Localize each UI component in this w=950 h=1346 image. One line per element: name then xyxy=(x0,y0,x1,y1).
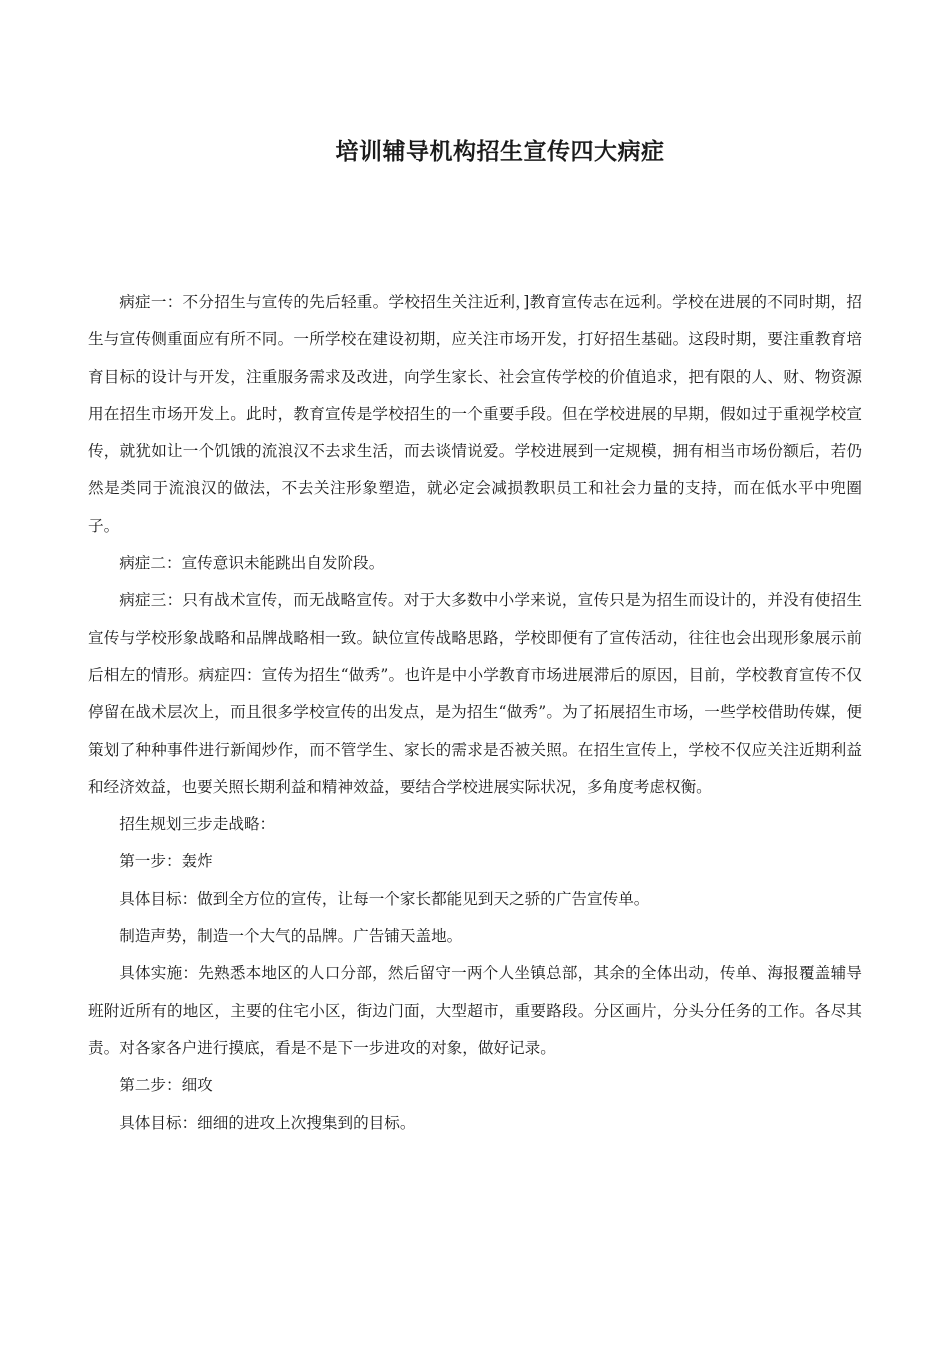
paragraph-step-1-goal: 具体目标：做到全方位的宣传，让每一个家长都能见到天之骄的广告宣传单。 xyxy=(119,889,650,908)
paragraph-step-1: 第一步：轰炸 xyxy=(119,852,213,871)
paragraph-step-1-implementation: 具体实施：先熟悉本地区的人口分部，然后留守一两个人坐镇总部，其余的全体出动，传单、海报覆盖辅导班附近所有的地区，主要的住宅小区，街边门面，大型超市，重要路段。分区画片，分头分任务的工作。各尽其责。对各家各户进行摸底，看是不是下一步进攻的对象，做好记录。 xyxy=(88,964,862,1057)
paragraph-symptom-2: 病症二：宣传意识未能跳出自发阶段。 xyxy=(119,554,385,573)
paragraph-step-2-goal: 具体目标：细细的进攻上次搜集到的目标。 xyxy=(119,1113,416,1132)
document-body xyxy=(88,284,862,1142)
paragraph-step-1-momentum: 制造声势，制造一个大气的品牌。广告铺天盖地。 xyxy=(119,927,463,946)
document-title: 培训辅导机构招生宣传四大病症 xyxy=(335,139,665,165)
paragraph-symptom-3-4: 病症三：只有战术宣传，而无战略宣传。对于大多数中小学来说，宣传只是为招生而设计的，并没有使招生宣传与学校形象战略和品牌战略相一致。缺位宣传战略思路，学校即便有了宣传活动，往往也会出现形象展示前后相左的情形。病症四：宣传为招生“做秀”。也许是中小学教育市场进展滞后的原因，目前，学校教育宣传不仅停留在战术层次上，而且很多学校宣传的出发点，是为招生“做秀”。为了拓展招生市场，一些学校借助传媒，便策划了种种事件进行新闻炒作，而不管学生、家长的需求是否被关照。在招生宣传上，学校不仅应关注近期利益和经济效益，也要关照长期利益和精神效益，要结合学校进展实际状况，多角度考虑权衡。 xyxy=(88,591,862,796)
paragraph-step-2: 第二步：细攻 xyxy=(119,1076,213,1095)
paragraph-symptom-1: 病症一：不分招生与宣传的先后轻重。学校招生关注近利，]教育宣传志在远利。学校在进展的不同时期，招生与宣传侧重面应有所不同。一所学校在建设初期，应关注市场开发，打好招生基础。这段时期，要注重教育培育目标的设计与开发，注重服务需求及改进，向学生家长、社会宣传学校的价值追求，把有限的人、财、物资源用在招生市场开发上。此时，教育宣传是学校招生的一个重要手段。但在学校进展的早期，假如过于重视学校宣传，就犹如让一个饥饿的流浪汉不去求生活，而去谈情说爱。学校进展到一定规模，拥有相当市场份额后，若仍然是类同于流浪汉的做法，不去关注形象塑造，就必定会减损教职员工和社会力量的支持，而在低水平中兜圈子。 xyxy=(88,293,862,535)
paragraph-strategy-heading: 招生规划三步走战略： xyxy=(119,815,276,834)
